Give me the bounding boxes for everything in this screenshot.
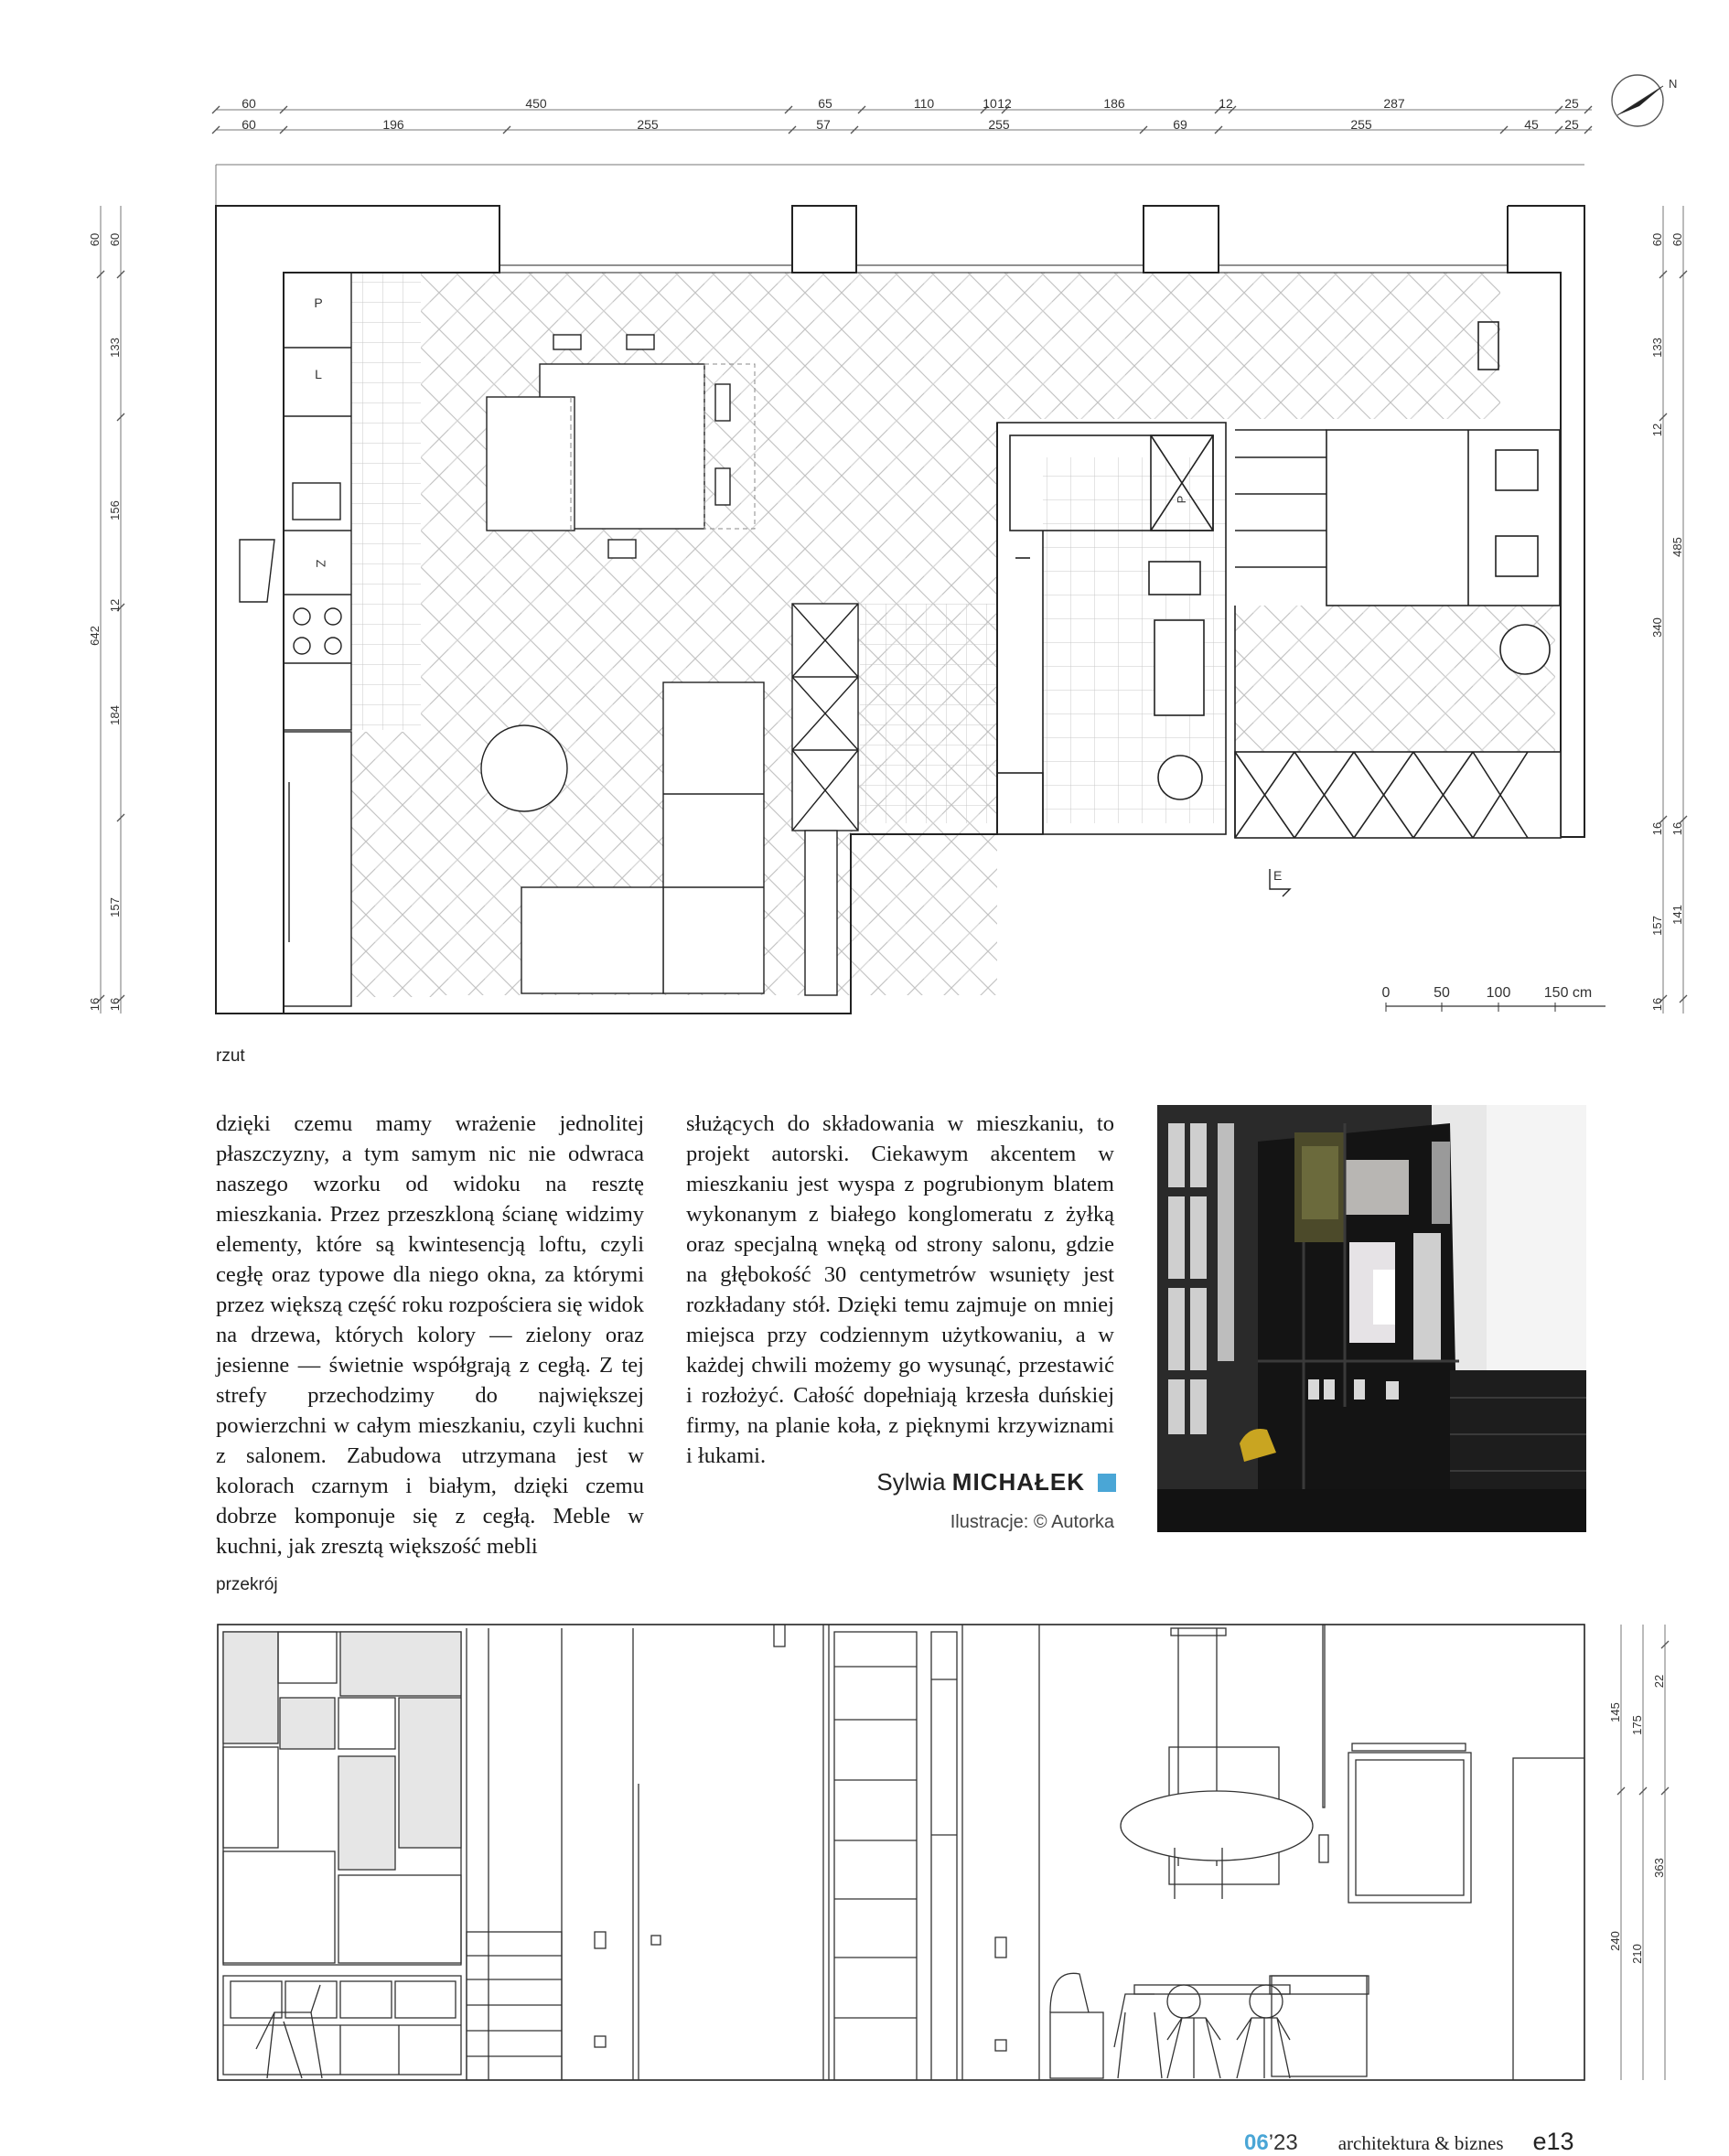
section-dim-5: 240 — [1608, 1931, 1622, 1951]
dim-left-6: 157 — [108, 897, 122, 917]
dim-left-outer-1: 60 — [88, 232, 102, 247]
dim-top-5: 10 — [983, 96, 997, 111]
dim-top-10: 25 — [1564, 96, 1579, 111]
dim-right-4: 340 — [1650, 617, 1664, 638]
dim-top2-3: 255 — [637, 117, 659, 132]
dim-left-3: 156 — [108, 500, 122, 520]
dim-top-2: 450 — [525, 96, 547, 111]
dim-top-9: 287 — [1383, 96, 1405, 111]
dim-top2-6: 69 — [1173, 117, 1187, 132]
issue-year: ’23 — [1268, 2130, 1298, 2155]
dim-right-2: 133 — [1650, 338, 1664, 358]
dim-left-outer-3: 16 — [88, 997, 102, 1012]
dim-top-1: 60 — [242, 96, 256, 111]
svg-text:150 cm: 150 cm — [1543, 985, 1593, 1001]
section-dim-1: 22 — [1652, 1674, 1666, 1689]
room-label-l: L — [315, 367, 322, 381]
elevation-marker — [1270, 868, 1290, 896]
north-arrow-icon — [1612, 75, 1677, 126]
dim-right-outer-3: 16 — [1670, 821, 1684, 836]
section-dim-2: 145 — [1608, 1702, 1622, 1722]
dim-right-5: 16 — [1650, 821, 1664, 836]
author — [714, 1468, 1116, 1496]
dim-top2-2: 196 — [382, 117, 404, 132]
article-column-2: służących do składowania w mieszkaniu, to projekt autorski. Ciekawym akcentem w mieszkaniu jest wyspa z pogrubionym blatem wykonanym z białego konglomeratu z żyłką oraz specjalną wnęką od strony salonu, gdzie na głębokość 30 centymetrów wsunięty jest rozkładany stół. Dzięki temu zajmuje on mniej miejsca przy codziennym użytkowaniu, a w każdej chwili możemy go wysunąć, przestawić i rozłożyć. Całość dopełniają krzesła duńskiej firmy, na planie koła, z pięknymi krzywiznami i łukami. — [686, 1111, 1114, 1468]
author-last-name: MICHAŁEK — [951, 1468, 1085, 1496]
illustration-credit: Ilustracje: © Autorka — [950, 1512, 1114, 1532]
dim-left-outer-2: 642 — [88, 626, 102, 646]
dim-top2-8: 45 — [1524, 117, 1539, 132]
dim-right-1: 60 — [1650, 232, 1664, 247]
room-label-p: P — [314, 295, 323, 310]
dim-top-4: 110 — [913, 96, 935, 111]
dim-top-8: 12 — [1219, 96, 1233, 111]
svg-text:50: 50 — [1434, 985, 1450, 1001]
page-number: e13 — [1532, 2128, 1574, 2155]
svg-text:100: 100 — [1486, 985, 1511, 1001]
dim-right-7: 16 — [1650, 997, 1664, 1012]
dim-right-outer-1: 60 — [1670, 232, 1684, 247]
floor-plan — [0, 0, 1729, 1061]
magazine-name: architektura & biznes — [1337, 2132, 1504, 2154]
svg-text:0: 0 — [1381, 985, 1391, 1001]
svg-text:E: E — [1273, 868, 1283, 883]
dim-right-3: 12 — [1650, 423, 1664, 437]
dim-right-outer-4: 141 — [1670, 905, 1684, 925]
section-dim-3: 175 — [1630, 1715, 1644, 1735]
dim-right-outer-2: 485 — [1670, 537, 1684, 557]
dim-left-2: 133 — [108, 338, 122, 358]
svg-text:N: N — [1669, 77, 1678, 91]
section-drawing — [0, 1610, 1729, 2095]
footer — [1244, 2128, 1592, 2155]
dim-top-3: 65 — [818, 96, 832, 111]
dim-left-7: 16 — [108, 997, 122, 1012]
author-first-name: Sylwia — [876, 1468, 946, 1496]
dim-left-1: 60 — [108, 232, 122, 247]
section-dim-6: 210 — [1630, 1944, 1644, 1964]
scale-bar — [1382, 985, 1606, 1012]
dim-top2-7: 255 — [1350, 117, 1372, 132]
plan-caption: rzut — [216, 1046, 245, 1066]
dim-top-6: 12 — [997, 96, 1012, 111]
section-caption: przekrój — [216, 1575, 278, 1594]
room-label-p2: P — [1175, 495, 1188, 504]
interior-photo — [1157, 1105, 1586, 1532]
dim-top2-1: 60 — [242, 117, 256, 132]
dim-top-7: 186 — [1103, 96, 1125, 111]
accent-square-icon — [1098, 1474, 1116, 1492]
article-column-1: dzięki czemu mamy wrażenie jednolitej płaszczyzny, a tym samym nic nie odwraca naszego wzorku od widoku na resztę mieszkania. Przez przeszkloną ścianę widzimy elementy, które są kwintesencją loftu, czyli cegłę oraz typowe dla niego okna, za którymi przez większą część roku rozpościera się widok na drzewa, których kolory — zielony oraz jesienne — świetnie współgrają z cegłą. Z tej strefy przechodzimy do największej powierzchni w całym mieszkaniu, czyli kuchni z salonem. Zabudowa utrzymana jest w kolorach czarnym i białym, dzięki czemu dobrze komponuje się z cegłą. Meble w kuchni, jak zresztą większość mebli — [216, 1111, 645, 1559]
dim-top2-9: 25 — [1564, 117, 1579, 132]
dim-top2-5: 255 — [988, 117, 1010, 132]
dim-right-6: 157 — [1650, 916, 1664, 936]
issue-number: 06 — [1244, 2130, 1269, 2155]
room-label-z: Z — [314, 559, 328, 568]
dim-left-4: 12 — [108, 598, 122, 613]
dim-top2-4: 57 — [816, 117, 831, 132]
dim-left-5: 184 — [108, 705, 122, 725]
section-dim-4: 363 — [1652, 1858, 1666, 1878]
